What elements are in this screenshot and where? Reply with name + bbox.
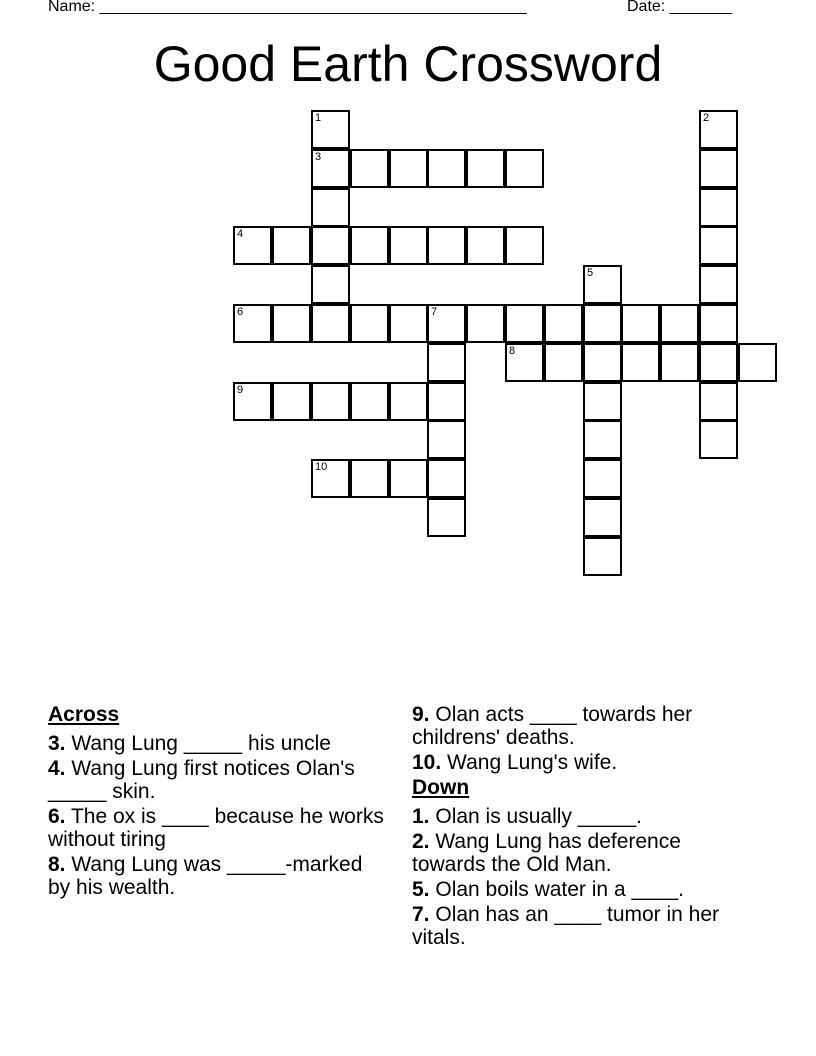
grid-cell[interactable] [233, 304, 272, 343]
grid-cell[interactable] [699, 382, 738, 421]
clue-number: 3. [48, 732, 66, 755]
clue-text: Olan acts ____ towards her childrens' deaths. [412, 703, 693, 749]
grid-cell[interactable] [621, 304, 660, 343]
grid-cell[interactable] [350, 226, 389, 265]
grid-cell[interactable] [583, 420, 622, 459]
across-clue [48, 805, 388, 851]
grid-cell[interactable] [699, 149, 738, 188]
grid-cell[interactable] [583, 459, 622, 498]
across-clue [412, 703, 752, 749]
grid-cell[interactable] [621, 343, 660, 382]
clue-number-label: 6 [237, 306, 244, 318]
clue-number: 7. [412, 903, 430, 926]
grid-cell[interactable] [699, 188, 738, 227]
clue-number: 1. [412, 805, 430, 828]
across-clue [412, 751, 752, 774]
grid-cell[interactable] [660, 304, 699, 343]
grid-cell[interactable] [699, 226, 738, 265]
grid-cell[interactable] [233, 382, 272, 421]
across-clue [48, 757, 388, 803]
grid-cell[interactable] [272, 304, 311, 343]
across-clue [48, 732, 388, 755]
clue-text: Wang Lung's wife. [447, 751, 618, 774]
clue-text: Wang Lung has deference towards the Old Man. [412, 830, 681, 876]
grid-cell[interactable] [699, 420, 738, 459]
grid-cell[interactable] [311, 382, 350, 421]
clue-number-label: 3 [315, 151, 322, 163]
clue-number: 9. [412, 703, 430, 726]
grid-cell[interactable] [583, 265, 622, 304]
grid-cell[interactable] [427, 382, 466, 421]
grid-cell[interactable] [505, 149, 544, 188]
grid-cell[interactable] [660, 343, 699, 382]
grid-cell[interactable] [427, 343, 466, 382]
grid-cell[interactable] [699, 110, 738, 149]
date-field[interactable]: Date: _______ [627, 0, 732, 15]
grid-cell[interactable] [583, 537, 622, 576]
grid-cell[interactable] [350, 459, 389, 498]
clue-text: Wang Lung _____ his uncle [71, 732, 331, 755]
grid-cell[interactable] [544, 343, 583, 382]
grid-cell[interactable] [466, 149, 505, 188]
clue-text: Olan is usually _____. [435, 805, 642, 828]
grid-cell[interactable] [427, 498, 466, 537]
down-clue [412, 878, 752, 901]
grid-cell[interactable] [699, 343, 738, 382]
grid-cell[interactable] [272, 382, 311, 421]
grid-cell[interactable] [311, 265, 350, 304]
name-field[interactable]: Name: ________________________________________________ [48, 0, 527, 15]
clue-number-label: 7 [431, 306, 438, 318]
grid-cell[interactable] [427, 459, 466, 498]
clue-number: 4. [48, 757, 66, 780]
grid-cell[interactable] [311, 459, 350, 498]
grid-cell[interactable] [389, 304, 428, 343]
clue-number-label: 1 [315, 112, 322, 124]
down-heading: Down [412, 776, 470, 799]
grid-cell[interactable] [466, 226, 505, 265]
grid-cell[interactable] [350, 382, 389, 421]
grid-cell[interactable] [699, 304, 738, 343]
grid-cell[interactable] [389, 226, 428, 265]
grid-cell[interactable] [505, 226, 544, 265]
grid-cell[interactable] [389, 149, 428, 188]
grid-cell[interactable] [311, 226, 350, 265]
grid-cell[interactable] [583, 343, 622, 382]
grid-cell[interactable] [583, 498, 622, 537]
grid-cell[interactable] [505, 304, 544, 343]
clue-number-label: 9 [237, 384, 244, 396]
down-clue [412, 805, 752, 828]
clue-number: 10. [412, 751, 442, 774]
grid-cell[interactable] [311, 304, 350, 343]
grid-cell[interactable] [583, 304, 622, 343]
grid-cell[interactable] [233, 226, 272, 265]
clue-text: Olan has an ____ tumor in her vitals. [412, 903, 720, 949]
grid-cell[interactable] [311, 149, 350, 188]
across-heading: Across [48, 703, 120, 726]
grid-cell[interactable] [738, 343, 777, 382]
grid-cell[interactable] [350, 304, 389, 343]
grid-cell[interactable] [311, 188, 350, 227]
grid-cell[interactable] [699, 265, 738, 304]
clues-column-right [412, 703, 752, 951]
grid-cell[interactable] [427, 149, 466, 188]
grid-cell[interactable] [389, 382, 428, 421]
clue-number-label: 8 [509, 345, 516, 357]
down-clue [412, 903, 752, 949]
page-title: Good Earth Crossword [153, 36, 663, 92]
grid-cell[interactable] [350, 149, 389, 188]
clue-number: 5. [412, 878, 430, 901]
clue-text: The ox is ____ because he works without tiring [48, 805, 384, 851]
grid-cell[interactable] [466, 304, 505, 343]
clues-column-left [48, 703, 388, 901]
clue-number-label: 5 [587, 267, 594, 279]
grid-cell[interactable] [427, 304, 466, 343]
clue-number: 2. [412, 830, 430, 853]
clue-text: Wang Lung was _____-marked by his wealth. [48, 853, 363, 899]
clue-number: 8. [48, 853, 66, 876]
grid-cell[interactable] [311, 110, 350, 149]
clue-number-label: 2 [703, 112, 710, 124]
grid-cell[interactable] [389, 459, 428, 498]
down-clue [412, 830, 752, 876]
across-clue [48, 853, 388, 899]
grid-cell[interactable] [505, 343, 544, 382]
grid-cell[interactable] [427, 420, 466, 459]
clue-number-label: 4 [237, 228, 244, 240]
clue-text: Wang Lung first notices Olan's _____ skin. [48, 757, 355, 803]
clue-number-label: 10 [315, 461, 328, 473]
grid-cell[interactable] [272, 226, 311, 265]
grid-cell[interactable] [583, 382, 622, 421]
clue-text: Olan boils water in a ____. [435, 878, 685, 901]
grid-cell[interactable] [544, 304, 583, 343]
clue-number: 6. [48, 805, 66, 828]
grid-cell[interactable] [427, 226, 466, 265]
